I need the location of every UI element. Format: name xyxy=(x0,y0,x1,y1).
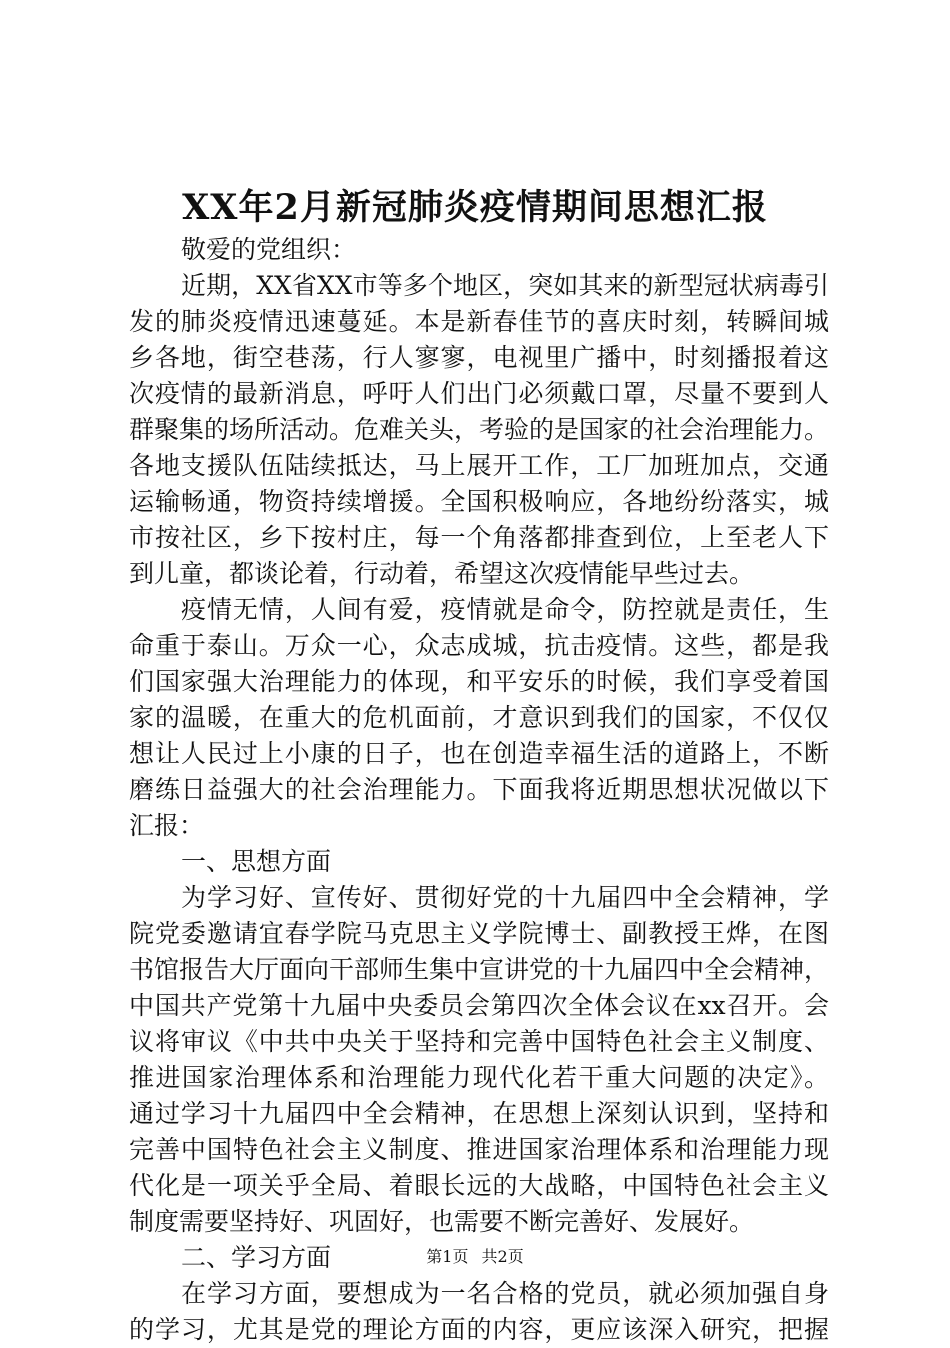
text-line: 中国共产党第十九届中央委员会第四次全体会议在xx召开。会 xyxy=(129,991,829,1020)
text-line: 群聚集的场所活动。危难关头，考验的是国家的社会治理能力。 xyxy=(129,415,829,444)
text-line: 在学习方面，要想成为一名合格的党员，就必须加强自身 xyxy=(181,1279,829,1308)
text-line: 到儿童，都谈论着，行动着，希望这次疫情能早些过去。 xyxy=(129,559,755,588)
text-line: 想让人民过上小康的日子，也在创造幸福生活的道路上，不断 xyxy=(129,739,829,768)
text-line: 次疫情的最新消息，呼吁人们出门必须戴口罩，尽量不要到人 xyxy=(129,379,829,408)
text-line: 议将审议《中共中央关于坚持和完善中国特色社会主义制度、 xyxy=(129,1027,829,1056)
text-line: 疫情无情，人间有爱，疫情就是命令，防控就是责任，生 xyxy=(181,595,829,624)
text-line: 家的温暖，在重大的危机面前，才意识到我们的国家，不仅仅 xyxy=(129,703,829,732)
text-line: 为学习好、宣传好、贯彻好党的十九届四中全会精神，学 xyxy=(181,883,829,912)
text-line: 磨练日益强大的社会治理能力。下面我将近期思想状况做以下 xyxy=(129,775,829,804)
text-line: 发的肺炎疫情迅速蔓延。本是新春佳节的喜庆时刻，转瞬间城 xyxy=(129,307,829,336)
document-body xyxy=(129,232,829,1348)
text-line: 汇报： xyxy=(129,811,205,840)
page-total: 共2页 xyxy=(481,1247,524,1266)
page-number: 第1页 xyxy=(426,1247,469,1266)
section-heading: 二、学习方面 xyxy=(181,1243,332,1272)
text-line: 们国家强大治理能力的体现，和平安乐的时候，我们享受着国 xyxy=(129,667,829,696)
text-line: 的学习，尤其是党的理论方面的内容，更应该深入研究，把握 xyxy=(129,1315,829,1344)
text-line: 制度需要坚持好、巩固好，也需要不断完善好、发展好。 xyxy=(129,1207,755,1236)
text-line: 推进国家治理体系和治理能力现代化若干重大问题的决定》。 xyxy=(129,1063,829,1092)
text-line: 命重于泰山。万众一心，众志成城，抗击疫情。这些，都是我 xyxy=(129,631,829,660)
document-title: XX年2月新冠肺炎疫情期间思想汇报 xyxy=(182,187,768,228)
text-line: 书馆报告大厅面向干部师生集中宣讲党的十九届四中全会精神， xyxy=(129,955,829,984)
text-line: 院党委邀请宜春学院马克思主义学院博士、副教授王烨，在图 xyxy=(129,919,829,948)
section-heading: 一、思想方面 xyxy=(181,847,332,876)
text-line: 各地支援队伍陆续抵达，马上展开工作，工厂加班加点，交通 xyxy=(129,451,829,480)
text-line: 运输畅通，物资持续增援。全国积极响应，各地纷纷落实，城 xyxy=(129,487,829,516)
text-line: 近期，XX省XX市等多个地区，突如其来的新型冠状病毒引 xyxy=(181,271,829,300)
text-line: 通过学习十九届四中全会精神，在思想上深刻认识到，坚持和 xyxy=(129,1099,829,1128)
salutation: 敬爱的党组织： xyxy=(181,235,357,264)
text-line: 代化是一项关乎全局、着眼长远的大战略，中国特色社会主义 xyxy=(129,1171,829,1200)
text-line: 乡各地，街空巷荡，行人寥寥，电视里广播中，时刻播报着这 xyxy=(129,343,829,372)
text-line: 市按社区，乡下按村庄，每一个角落都排查到位，上至老人下 xyxy=(129,523,829,552)
page-footer xyxy=(0,1247,950,1267)
text-line: 完善中国特色社会主义制度、推进国家治理体系和治理能力现 xyxy=(129,1135,829,1164)
